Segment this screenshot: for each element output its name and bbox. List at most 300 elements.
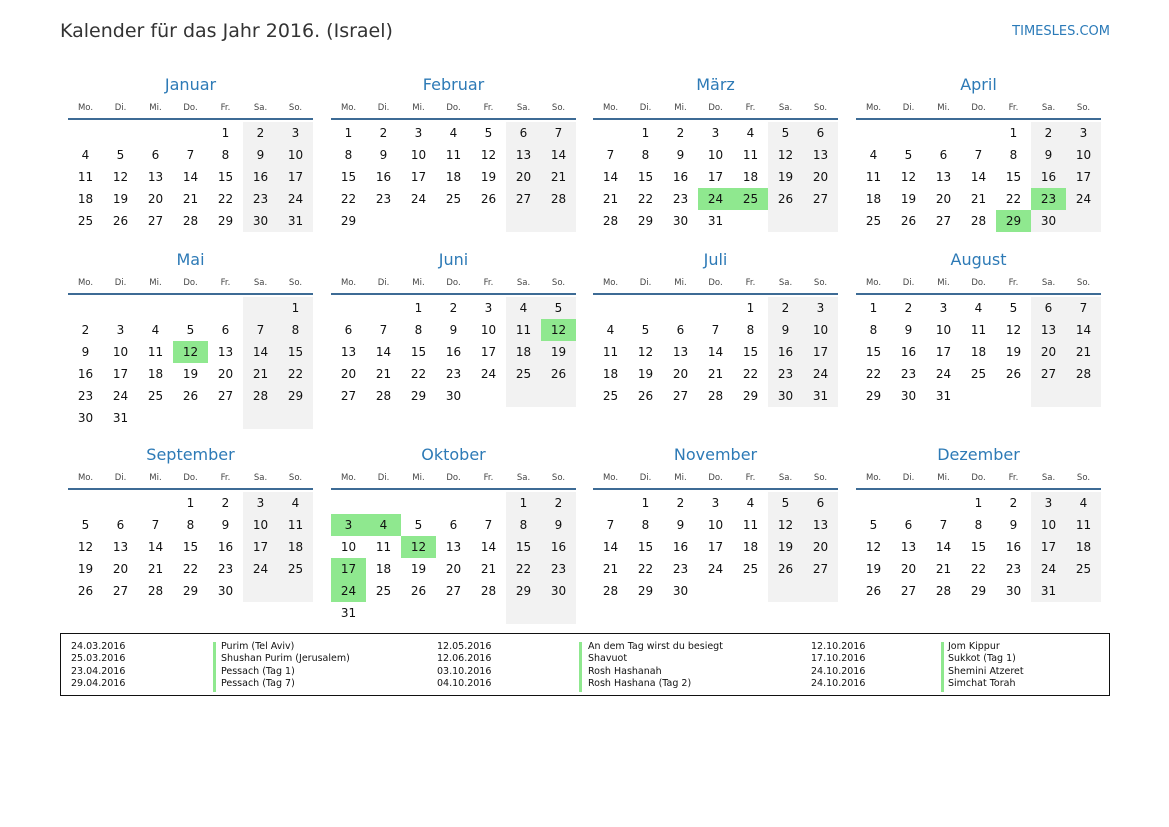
day-cell: 11 xyxy=(506,319,541,341)
day-cell: 15 xyxy=(410,345,427,359)
day-cell: 16 xyxy=(672,540,689,554)
day-cell: 20 xyxy=(112,562,129,576)
day-cell: 5 xyxy=(81,518,90,532)
day-cell: 1 xyxy=(414,301,423,315)
weekday-label: Mo. xyxy=(602,473,619,483)
day-cell: 21 xyxy=(182,192,199,206)
day-cell: 10 xyxy=(1066,144,1101,166)
day-cell: 18 xyxy=(445,170,462,184)
day-cell: 31 xyxy=(340,606,357,620)
day-cell: 4 xyxy=(151,323,160,337)
day-cell: 9 xyxy=(449,323,458,337)
day-cell: 15 xyxy=(506,536,541,558)
day-cell: 4 xyxy=(869,148,878,162)
weekday-header xyxy=(856,100,1101,116)
day-cell: 12 xyxy=(1005,323,1022,337)
day-cell: 14 xyxy=(147,540,164,554)
weekday-label: Sa. xyxy=(778,473,793,483)
day-cell: 13 xyxy=(340,345,357,359)
weekday-label: Do. xyxy=(183,278,198,288)
day-cell: 22 xyxy=(742,367,759,381)
day-cell: 3 xyxy=(803,297,838,319)
legend-date: 24.03.2016 xyxy=(71,641,126,652)
day-cell: 2 xyxy=(768,297,803,319)
day-cell: 14 xyxy=(602,170,619,184)
empty-cell xyxy=(436,210,471,232)
legend-date: 04.10.2016 xyxy=(437,677,492,689)
day-cell: 31 xyxy=(1031,580,1066,602)
header-rule xyxy=(856,293,1101,295)
weekday-label: Di. xyxy=(902,473,915,483)
day-cell: 20 xyxy=(445,562,462,576)
day-cell: 7 xyxy=(1066,297,1101,319)
day-grid xyxy=(593,297,838,407)
weekday-label: Mi. xyxy=(937,103,950,113)
holiday-legend xyxy=(60,633,1110,696)
day-cell: 1 xyxy=(221,126,230,140)
weekday-label: Fr. xyxy=(220,103,231,113)
day-cell: 11 xyxy=(375,540,392,554)
legend-date: 24.10.2016 xyxy=(811,677,866,689)
day-cell: 19 xyxy=(182,367,199,381)
empty-cell xyxy=(593,122,628,144)
legend-holiday: Pessach (Tag 7) xyxy=(221,677,295,689)
day-cell: 28 xyxy=(707,389,724,403)
day-grid xyxy=(331,492,576,624)
day-cell: 13 xyxy=(803,514,838,536)
day-cell: 4 xyxy=(746,496,755,510)
day-cell: 7 xyxy=(541,122,576,144)
day-cell: 5 xyxy=(414,518,423,532)
legend-dates-col-3 xyxy=(811,641,865,690)
day-cell: 19 xyxy=(410,562,427,576)
day-cell: 16 xyxy=(541,536,576,558)
day-cell: 2 xyxy=(904,301,913,315)
weekday-label: Mo. xyxy=(340,473,357,483)
day-cell: 29 xyxy=(742,389,759,403)
weekday-label: Fr. xyxy=(483,278,494,288)
day-cell: 16 xyxy=(768,341,803,363)
day-cell: 6 xyxy=(221,323,230,337)
day-cell: 6 xyxy=(676,323,685,337)
day-cell: 29 xyxy=(970,584,987,598)
day-cell: 31 xyxy=(803,385,838,407)
month-name: Oktober xyxy=(421,445,486,464)
day-cell: 16 xyxy=(375,170,392,184)
legend-holiday: Shushan Purim (Jerusalem) xyxy=(221,653,350,665)
day-cell: 22 xyxy=(278,363,313,385)
day-cell: 18 xyxy=(375,562,392,576)
month-name: April xyxy=(960,75,997,94)
day-cell: 7 xyxy=(939,518,948,532)
day-cell: 23 xyxy=(375,192,392,206)
day-cell: 12 xyxy=(768,514,803,536)
day-cell: 29 xyxy=(410,389,427,403)
month-name: Januar xyxy=(164,75,217,94)
weekday-header xyxy=(593,470,838,486)
empty-cell xyxy=(278,580,313,602)
day-cell: 19 xyxy=(768,536,803,558)
weekday-label: Do. xyxy=(971,278,986,288)
day-cell: 5 xyxy=(641,323,650,337)
day-cell: 17 xyxy=(1031,536,1066,558)
day-cell: 22 xyxy=(970,562,987,576)
day-cell: 22 xyxy=(637,562,654,576)
day-cell: 31 xyxy=(278,210,313,232)
legend-names-col-3 xyxy=(948,641,1024,690)
day-cell: 6 xyxy=(116,518,125,532)
day-cell: 10 xyxy=(410,148,427,162)
day-cell: 4 xyxy=(81,148,90,162)
empty-cell xyxy=(173,122,208,144)
day-cell: 6 xyxy=(803,122,838,144)
day-cell: 19 xyxy=(1005,345,1022,359)
empty-cell xyxy=(803,580,838,602)
weekday-label: So. xyxy=(288,278,303,288)
day-cell: 26 xyxy=(182,389,199,403)
day-cell: 8 xyxy=(278,319,313,341)
day-cell: 15 xyxy=(1005,170,1022,184)
day-cell: 12 xyxy=(865,540,882,554)
day-cell: 30 xyxy=(77,411,94,425)
empty-cell xyxy=(366,492,401,514)
day-cell: 9 xyxy=(81,345,90,359)
weekday-label: Mi. xyxy=(149,103,162,113)
day-cell: 15 xyxy=(182,540,199,554)
day-cell: 21 xyxy=(243,363,278,385)
empty-cell xyxy=(1031,385,1066,407)
day-cell: 8 xyxy=(974,518,983,532)
day-cell: 22 xyxy=(506,558,541,580)
empty-cell xyxy=(926,122,961,144)
day-cell: 20 xyxy=(217,367,234,381)
empty-cell xyxy=(138,122,173,144)
day-cell: 26 xyxy=(77,584,94,598)
day-cell: 20 xyxy=(147,192,164,206)
day-cell: 17 xyxy=(331,558,366,580)
empty-cell xyxy=(541,385,576,407)
empty-cell xyxy=(471,492,506,514)
day-cell: 1 xyxy=(641,126,650,140)
day-cell: 29 xyxy=(637,584,654,598)
day-cell: 13 xyxy=(217,345,234,359)
day-cell: 30 xyxy=(1031,210,1066,232)
day-cell: 23 xyxy=(541,558,576,580)
weekday-label: Do. xyxy=(183,473,198,483)
day-cell: 27 xyxy=(506,188,541,210)
day-cell: 4 xyxy=(606,323,615,337)
day-cell: 16 xyxy=(217,540,234,554)
weekday-label: Mo. xyxy=(340,103,357,113)
day-cell: 10 xyxy=(340,540,357,554)
day-cell: 7 xyxy=(606,148,615,162)
weekday-label: Mi. xyxy=(412,473,425,483)
day-cell: 20 xyxy=(803,536,838,558)
day-cell: 6 xyxy=(151,148,160,162)
day-cell: 22 xyxy=(340,192,357,206)
empty-cell xyxy=(68,297,103,319)
day-cell: 3 xyxy=(331,514,366,536)
day-cell: 18 xyxy=(278,536,313,558)
weekday-label: Mo. xyxy=(602,278,619,288)
empty-cell xyxy=(208,297,243,319)
day-cell: 10 xyxy=(243,514,278,536)
header-rule xyxy=(593,293,838,295)
day-cell: 23 xyxy=(672,562,689,576)
day-cell: 7 xyxy=(606,518,615,532)
day-cell: 10 xyxy=(803,319,838,341)
empty-cell xyxy=(698,580,733,602)
day-cell: 25 xyxy=(1066,558,1101,580)
day-cell: 24 xyxy=(1031,558,1066,580)
day-cell: 7 xyxy=(151,518,160,532)
day-cell: 3 xyxy=(278,122,313,144)
day-cell: 13 xyxy=(1031,319,1066,341)
weekday-label: So. xyxy=(813,103,828,113)
weekday-label: Mo. xyxy=(865,278,882,288)
day-cell: 11 xyxy=(278,514,313,536)
day-cell: 31 xyxy=(935,389,952,403)
month-6 xyxy=(593,249,838,407)
weekday-label: Do. xyxy=(183,103,198,113)
month-1 xyxy=(331,74,576,232)
day-cell: 28 xyxy=(182,214,199,228)
day-cell: 9 xyxy=(243,144,278,166)
day-cell: 22 xyxy=(865,367,882,381)
empty-cell xyxy=(856,492,891,514)
day-cell: 13 xyxy=(935,170,952,184)
day-cell: 14 xyxy=(541,144,576,166)
weekday-label: So. xyxy=(288,103,303,113)
day-cell: 10 xyxy=(707,148,724,162)
day-cell: 17 xyxy=(707,540,724,554)
day-cell: 28 xyxy=(243,385,278,407)
day-cell: 10 xyxy=(1031,514,1066,536)
day-cell: 29 xyxy=(278,385,313,407)
empty-cell xyxy=(733,580,768,602)
day-cell: 27 xyxy=(803,558,838,580)
day-cell: 21 xyxy=(541,166,576,188)
day-cell: 24 xyxy=(803,363,838,385)
day-cell: 1 xyxy=(344,126,353,140)
day-cell: 1 xyxy=(186,496,195,510)
day-grid xyxy=(331,297,576,407)
day-cell: 31 xyxy=(707,214,724,228)
day-cell: 28 xyxy=(970,214,987,228)
header-rule xyxy=(856,488,1101,490)
weekday-label: So. xyxy=(1076,473,1091,483)
weekday-label: Di. xyxy=(114,473,127,483)
day-cell: 4 xyxy=(449,126,458,140)
day-cell: 20 xyxy=(900,562,917,576)
day-cell: 3 xyxy=(711,126,720,140)
weekday-label: Do. xyxy=(446,103,461,113)
month-name: Dezember xyxy=(937,445,1020,464)
day-cell: 15 xyxy=(970,540,987,554)
empty-cell xyxy=(891,492,926,514)
day-cell: 23 xyxy=(77,389,94,403)
day-cell: 30 xyxy=(445,389,462,403)
weekday-label: Sa. xyxy=(516,103,531,113)
header-rule xyxy=(331,293,576,295)
day-cell: 27 xyxy=(935,214,952,228)
day-cell: 23 xyxy=(900,367,917,381)
weekday-label: Di. xyxy=(639,473,652,483)
site-link[interactable]: TIMESLES.COM xyxy=(1012,24,1110,39)
day-cell: 18 xyxy=(865,192,882,206)
day-cell: 16 xyxy=(243,166,278,188)
day-cell: 19 xyxy=(865,562,882,576)
legend-date: 12.05.2016 xyxy=(437,641,492,652)
day-cell: 1 xyxy=(278,297,313,319)
month-name: März xyxy=(696,75,735,94)
day-cell: 5 xyxy=(904,148,913,162)
header-rule xyxy=(331,118,576,120)
day-cell: 15 xyxy=(742,345,759,359)
day-cell: 29 xyxy=(182,584,199,598)
month-8 xyxy=(68,444,313,602)
day-cell: 6 xyxy=(506,122,541,144)
empty-cell xyxy=(996,385,1031,407)
day-cell: 27 xyxy=(672,389,689,403)
weekday-label: Fr. xyxy=(1008,278,1019,288)
day-cell: 22 xyxy=(1005,192,1022,206)
weekday-label: Sa. xyxy=(253,473,268,483)
weekday-header xyxy=(331,470,576,486)
day-grid xyxy=(856,492,1101,602)
empty-cell xyxy=(331,492,366,514)
day-cell: 18 xyxy=(742,170,759,184)
empty-cell xyxy=(366,297,401,319)
empty-cell xyxy=(366,602,401,624)
empty-cell xyxy=(471,385,506,407)
day-cell: 25 xyxy=(278,558,313,580)
day-cell: 19 xyxy=(77,562,94,576)
weekday-label: Mo. xyxy=(340,278,357,288)
day-cell: 28 xyxy=(935,584,952,598)
day-cell: 12 xyxy=(768,144,803,166)
day-cell: 26 xyxy=(480,192,497,206)
day-grid xyxy=(856,122,1101,232)
legend-holiday: Shemini Atzeret xyxy=(948,665,1024,677)
header-rule xyxy=(68,293,313,295)
day-cell: 24 xyxy=(331,580,366,602)
day-cell: 8 xyxy=(506,514,541,536)
empty-cell xyxy=(278,407,313,429)
weekday-label: Mi. xyxy=(937,278,950,288)
day-cell: 26 xyxy=(768,188,803,210)
weekday-label: Do. xyxy=(446,473,461,483)
month-name: August xyxy=(950,250,1007,269)
empty-cell xyxy=(103,122,138,144)
day-cell: 14 xyxy=(707,345,724,359)
weekday-header xyxy=(856,275,1101,291)
day-cell: 16 xyxy=(1005,540,1022,554)
weekday-label: Fr. xyxy=(220,473,231,483)
empty-cell xyxy=(926,492,961,514)
weekday-label: Mi. xyxy=(412,103,425,113)
day-cell: 30 xyxy=(541,580,576,602)
day-cell: 29 xyxy=(996,210,1031,232)
empty-cell xyxy=(961,122,996,144)
weekday-label: Mi. xyxy=(674,473,687,483)
day-cell: 16 xyxy=(1031,166,1066,188)
day-cell: 17 xyxy=(707,170,724,184)
day-cell: 4 xyxy=(506,297,541,319)
weekday-label: Mi. xyxy=(412,278,425,288)
weekday-label: Sa. xyxy=(516,473,531,483)
day-cell: 9 xyxy=(676,148,685,162)
weekday-label: Do. xyxy=(446,278,461,288)
weekday-label: Sa. xyxy=(1041,103,1056,113)
day-cell: 27 xyxy=(217,389,234,403)
empty-cell xyxy=(243,297,278,319)
day-cell: 9 xyxy=(1009,518,1018,532)
month-7 xyxy=(856,249,1101,407)
day-cell: 19 xyxy=(768,166,803,188)
day-cell: 28 xyxy=(541,188,576,210)
weekday-header xyxy=(593,100,838,116)
day-cell: 4 xyxy=(974,301,983,315)
day-cell: 11 xyxy=(445,148,462,162)
day-cell: 8 xyxy=(641,148,650,162)
day-cell: 20 xyxy=(935,192,952,206)
day-cell: 26 xyxy=(1005,367,1022,381)
day-cell: 5 xyxy=(768,122,803,144)
day-cell: 13 xyxy=(672,345,689,359)
day-cell: 28 xyxy=(480,584,497,598)
empty-cell xyxy=(628,297,663,319)
day-cell: 3 xyxy=(484,301,493,315)
empty-cell xyxy=(768,580,803,602)
day-cell: 14 xyxy=(375,345,392,359)
day-cell: 15 xyxy=(340,170,357,184)
weekday-label: Di. xyxy=(377,103,390,113)
day-cell: 21 xyxy=(602,562,619,576)
day-cell: 18 xyxy=(506,341,541,363)
day-cell: 13 xyxy=(147,170,164,184)
day-cell: 27 xyxy=(900,584,917,598)
day-cell: 22 xyxy=(182,562,199,576)
empty-cell xyxy=(401,602,436,624)
day-cell: 5 xyxy=(484,126,493,140)
day-cell: 6 xyxy=(939,148,948,162)
empty-cell xyxy=(663,297,698,319)
empty-cell xyxy=(593,297,628,319)
day-cell: 11 xyxy=(77,170,94,184)
empty-cell xyxy=(1066,580,1101,602)
day-cell: 6 xyxy=(904,518,913,532)
day-cell: 24 xyxy=(707,562,724,576)
day-cell: 21 xyxy=(375,367,392,381)
legend-holiday: Simchat Torah xyxy=(948,677,1016,689)
empty-cell xyxy=(173,297,208,319)
weekday-label: Mi. xyxy=(674,278,687,288)
weekday-label: Di. xyxy=(377,473,390,483)
day-cell: 15 xyxy=(217,170,234,184)
day-grid xyxy=(68,492,313,602)
day-cell: 5 xyxy=(768,492,803,514)
weekday-label: Sa. xyxy=(778,278,793,288)
day-cell: 10 xyxy=(480,323,497,337)
day-cell: 22 xyxy=(637,192,654,206)
empty-cell xyxy=(541,602,576,624)
day-cell: 28 xyxy=(147,584,164,598)
month-name: Mai xyxy=(176,250,205,269)
day-cell: 27 xyxy=(340,389,357,403)
weekday-label: Mo. xyxy=(865,103,882,113)
weekday-label: Mo. xyxy=(602,103,619,113)
